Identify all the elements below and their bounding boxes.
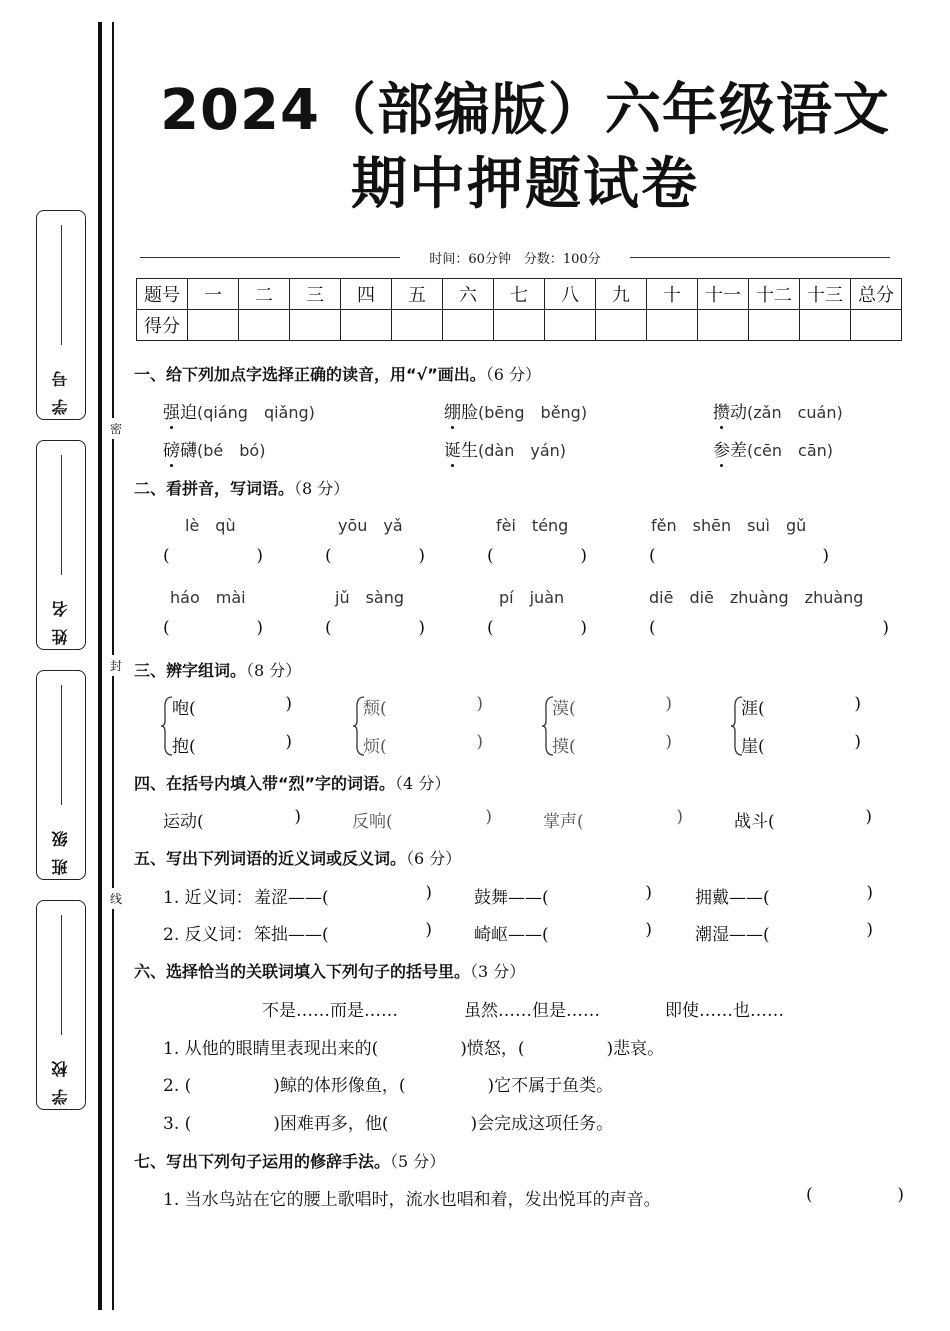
section-5-heading: 五、写出下列词语的近义词或反义词。（6 分）	[134, 849, 462, 868]
score-cell[interactable]	[239, 310, 290, 341]
score-header-cell: 十三	[800, 279, 851, 310]
s2-pinyin: fèi téng	[496, 516, 569, 535]
s3-item[interactable]: 烦( )	[363, 732, 483, 757]
score-cell[interactable]	[392, 310, 443, 341]
score-table	[136, 278, 902, 341]
s5-item[interactable]: 羞涩——( )	[254, 883, 432, 908]
student-id-box[interactable]	[36, 210, 86, 420]
s2-pinyin: diē diē zhuàng zhuàng	[649, 588, 864, 607]
score-table-score-row	[137, 310, 902, 341]
s4-item[interactable]: 运动( )	[163, 807, 301, 832]
exam-meta: 时间：60分钟 分数：100分	[429, 252, 601, 267]
s1-item: 绷脸(bēng běng)	[444, 403, 588, 423]
score-cell[interactable]	[545, 310, 596, 341]
s7-q1: 1. 当水鸟站在它的腰上歌唱时，流水也唱和着，发出悦耳的声音。	[163, 1190, 661, 1210]
score-cell[interactable]	[341, 310, 392, 341]
s6-option: 虽然……但是……	[464, 1001, 600, 1021]
section-2-heading: 二、看拼音，写词语。（8 分）	[134, 479, 350, 498]
s4-item[interactable]: 反响( )	[352, 807, 492, 832]
s6-q1: 1. 从他的眼睛里表现出来的( )愤怒，( )悲哀。	[163, 1039, 665, 1059]
score-header-cell: 四	[341, 279, 392, 310]
score-header-cell: 一	[188, 279, 239, 310]
score-header-cell: 题号	[137, 279, 188, 310]
s2-answer-blank[interactable]: ( )	[649, 618, 889, 638]
s4-item[interactable]: 掌声( )	[543, 807, 683, 832]
s1-item: 磅礴(bé bó)	[163, 441, 266, 461]
score-cell[interactable]	[443, 310, 494, 341]
section-7-heading: 七、写出下列句子运用的修辞手法。（5 分）	[134, 1152, 446, 1171]
score-cell[interactable]	[647, 310, 698, 341]
s5-prefix: 1. 近义词：	[163, 888, 253, 908]
s2-answer-blank[interactable]: ( )	[487, 546, 587, 566]
score-header-cell: 十	[647, 279, 698, 310]
binding-thick-line	[98, 22, 102, 1310]
score-cell[interactable]	[290, 310, 341, 341]
score-cell[interactable]	[596, 310, 647, 341]
section-1-heading: 一、给下列加点字选择正确的读音，用“√”画出。（6 分）	[134, 365, 541, 384]
section-4-heading: 四、在括号内填入带“烈”字的词语。（4 分）	[134, 774, 451, 793]
s1-item: 诞生(dàn yán)	[444, 441, 567, 461]
score-header-cell: 五	[392, 279, 443, 310]
page-subtitle: 期中押题试卷	[351, 152, 699, 217]
score-header-cell: 八	[545, 279, 596, 310]
s6-q2: 2. ( )鲸的体形像鱼，( )它不属于鱼类。	[163, 1076, 614, 1096]
score-row-label: 得分	[137, 310, 188, 341]
score-header-cell: 十二	[749, 279, 800, 310]
s1-item: 强迫(qiáng qiǎng)	[163, 403, 315, 423]
s2-answer-blank[interactable]: ( )	[649, 546, 829, 566]
s4-item[interactable]: 战斗( )	[734, 807, 872, 832]
section-3-heading: 三、辨字组词。（8 分）	[134, 661, 302, 680]
score-header-cell: 三	[290, 279, 341, 310]
s5-item[interactable]: 鼓舞——( )	[474, 883, 652, 908]
s2-answer-blank[interactable]: ( )	[487, 618, 587, 638]
s3-item[interactable]: 涯( )	[741, 694, 861, 719]
s2-answer-blank[interactable]: ( )	[325, 546, 425, 566]
s2-pinyin: pí juàn	[499, 588, 565, 607]
school-box[interactable]	[36, 900, 86, 1110]
s1-item: 参差(cēn cān)	[713, 441, 834, 461]
s2-answer-blank[interactable]: ( )	[325, 618, 425, 638]
score-header-cell: 二	[239, 279, 290, 310]
s5-prefix: 2. 反义词：	[163, 925, 253, 945]
s2-answer-blank[interactable]: ( )	[163, 546, 263, 566]
s5-item[interactable]: 笨拙——( )	[254, 920, 432, 945]
s2-pinyin: fěn shēn suì gǔ	[651, 516, 807, 535]
s2-pinyin: jǔ sàng	[335, 588, 405, 607]
student-id-label: 学号	[51, 359, 70, 415]
score-cell[interactable]	[800, 310, 851, 341]
score-header-cell: 总分	[851, 279, 902, 310]
school-label: 学校	[51, 1049, 70, 1105]
s6-option: 即使……也……	[665, 1001, 784, 1021]
class-box[interactable]	[36, 670, 86, 880]
score-header-cell: 七	[494, 279, 545, 310]
s1-item: 攒动(zǎn cuán)	[713, 403, 843, 423]
s7-answer-blank[interactable]: ( )	[806, 1185, 904, 1205]
s6-q3: 3. ( )困难再多，他( )会完成这项任务。	[163, 1114, 614, 1134]
s2-pinyin: yōu yǎ	[338, 516, 403, 535]
score-header-cell: 六	[443, 279, 494, 310]
score-cell[interactable]	[698, 310, 749, 341]
s3-item[interactable]: 摸( )	[552, 732, 672, 757]
s2-answer-blank[interactable]: ( )	[163, 618, 263, 638]
section-6-heading: 六、选择恰当的关联词填入下列句子的括号里。（3 分）	[134, 962, 526, 981]
seal-char-xian: 线	[106, 888, 126, 909]
s3-item[interactable]: 颓( )	[363, 694, 483, 719]
score-header-cell: 十一	[698, 279, 749, 310]
meta-rule-right	[630, 257, 890, 258]
score-table-header-row	[137, 279, 902, 310]
score-cell[interactable]	[494, 310, 545, 341]
s3-item[interactable]: 崖( )	[741, 732, 861, 757]
class-label: 班级	[51, 819, 70, 875]
s5-item[interactable]: 潮湿——( )	[695, 920, 873, 945]
name-box[interactable]	[36, 440, 86, 650]
score-cell[interactable]	[749, 310, 800, 341]
score-header-cell: 九	[596, 279, 647, 310]
seal-char-mi: 密	[106, 418, 126, 439]
meta-rule-left	[140, 257, 400, 258]
s5-item[interactable]: 崎岖——( )	[474, 920, 652, 945]
seal-char-feng: 封	[106, 655, 126, 676]
s3-item[interactable]: 抱( )	[172, 732, 292, 757]
s2-pinyin: háo mài	[170, 588, 246, 607]
score-cell[interactable]	[188, 310, 239, 341]
score-cell[interactable]	[851, 310, 902, 341]
s6-option: 不是……而是……	[262, 1001, 398, 1021]
page-title: 2024（部编版）六年级语文	[160, 78, 890, 143]
name-label: 姓名	[51, 589, 70, 645]
s5-item[interactable]: 拥戴——( )	[695, 883, 873, 908]
s2-pinyin: lè qù	[185, 516, 236, 535]
s3-item[interactable]: 漠( )	[552, 694, 672, 719]
s3-item[interactable]: 咆( )	[172, 694, 292, 719]
